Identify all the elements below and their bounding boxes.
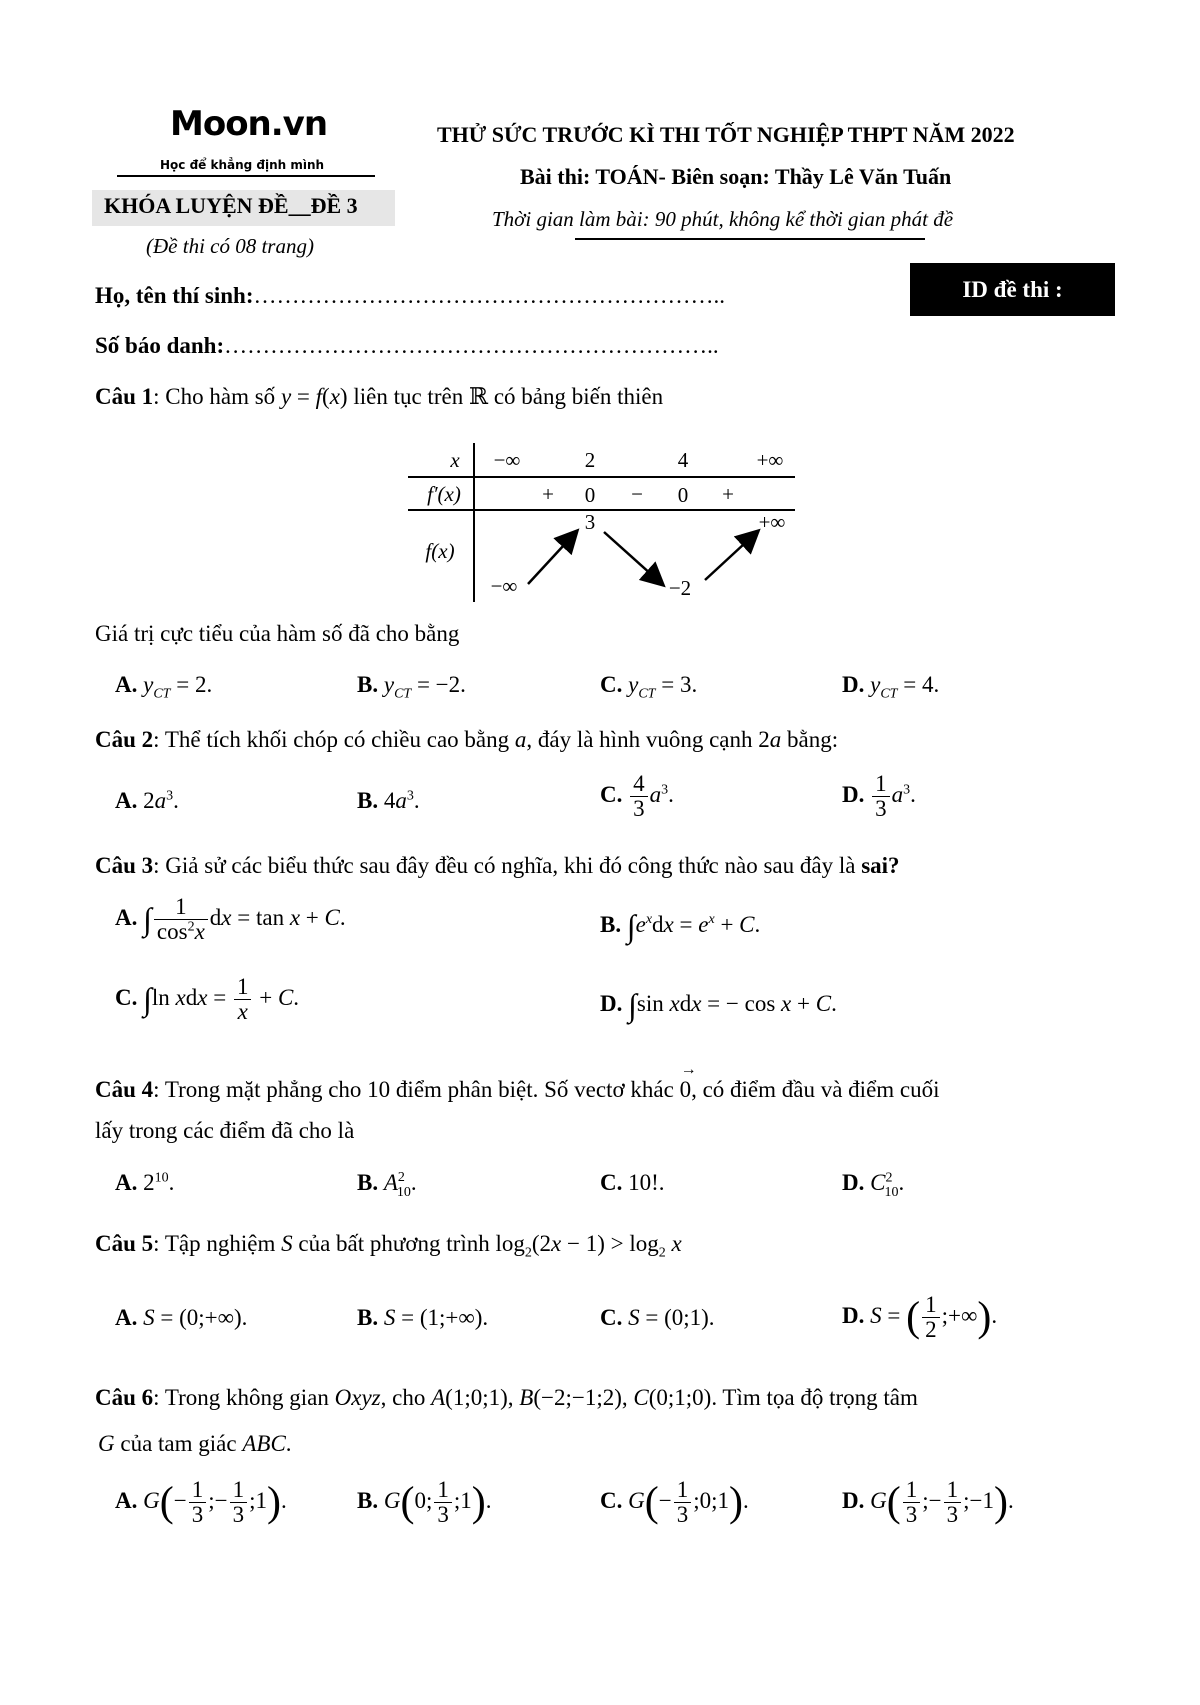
candidate-name-row — [95, 283, 725, 309]
question-1-sub: Giá trị cực tiểu của hàm số đã cho bằng — [95, 621, 460, 646]
table-f-value: −∞ — [490, 574, 518, 598]
option-d[interactable]: D. ∫sin xdx = − cos x + C. — [600, 987, 837, 1023]
table-sign: + — [722, 482, 734, 506]
option-b[interactable]: B. $\int e^xdx = e^x + C$. — [600, 908, 761, 944]
question-4: Câu 4: Trong mặt phẳng cho 10 điểm phân biệt. Số vectơ khác → 0, có điểm đầu và điểm cuối — [95, 1061, 940, 1102]
option-b[interactable]: B. $y_{CT} = -2$. — [357, 672, 466, 702]
option-b[interactable]: B. $4a^3$. — [357, 788, 420, 813]
option-a[interactable]: A. ∫ $\frac{1}{\cos^2x}$ dx = tan x + C. — [115, 894, 346, 945]
option-d[interactable]: D. G( $\frac{1}{3}$ ;− $\frac{1}{3}$ ;−1). — [842, 1477, 1014, 1528]
math-expr: y — [280, 384, 292, 409]
table-sign: − — [631, 482, 643, 506]
option-c[interactable]: C. G(− $\frac{1}{3}$ ;0;1). — [600, 1477, 749, 1528]
increasing-arrow — [705, 532, 757, 580]
table-x-value: 4 — [677, 448, 689, 472]
table-x-value: −∞ — [493, 448, 521, 472]
option-a[interactable]: A. $2^{10}$. — [115, 1170, 175, 1195]
table-sign: + — [542, 482, 554, 506]
option-c[interactable]: C. 10!. — [600, 1170, 665, 1195]
pages-note: (Đề thi có 08 trang) — [146, 234, 314, 258]
candidate-name-dots: …………………………………………………….. — [253, 283, 725, 308]
variation-table — [400, 440, 800, 605]
question-1: Câu 1: Cho hàm số y = f(x) liên tục trên ℝ có bảng biến thiên — [95, 384, 664, 409]
table-x-value: +∞ — [756, 448, 784, 472]
question-4-line2: lấy trong các điểm đã cho là — [95, 1118, 355, 1143]
question-5: Câu 5: Tập nghiệm S của bất phương trình $\log_2(2x - 1) > \log_2 x$ — [95, 1231, 682, 1261]
exam-title: THỬ SỨC TRƯỚC KÌ THI TỐT NGHIỆP THPT NĂM 2022 — [437, 122, 1015, 147]
table-f-label: f(x) — [425, 539, 455, 563]
option-d[interactable]: D. S = ( $\frac{1}{2}$ ;+∞). — [842, 1292, 998, 1343]
reals-symbol: ℝ — [468, 384, 489, 409]
table-f-value: +∞ — [758, 510, 786, 534]
question-2: Câu 2: Thể tích khối chóp có chiều cao bằng a, đáy là hình vuông cạnh 2a bằng: — [95, 727, 839, 752]
option-b[interactable]: B. S = (1;+∞). — [357, 1305, 489, 1330]
option-d[interactable]: D. $y_{CT} = 4$. — [842, 672, 940, 702]
question-6: Câu 6: Trong không gian Oxyz, cho A(1;0;1), B(−2;−1;2), C(0;1;0). Tìm tọa độ trọng tâm — [95, 1385, 918, 1410]
option-d[interactable]: D. $\frac{1}{3}$ $a^3$. — [842, 771, 916, 822]
option-b[interactable]: B. $A^2_{10}$. — [357, 1170, 417, 1200]
option-d[interactable]: D. $C^2_{10}$. — [842, 1170, 905, 1200]
question-6-line2: G của tam giác ABC. — [98, 1431, 292, 1456]
table-f-value: −2 — [668, 576, 692, 600]
table-sign: 0 — [677, 483, 689, 507]
table-x-value: 2 — [584, 448, 596, 472]
option-c[interactable]: C. $y_{CT} = 3$. — [600, 672, 698, 702]
candidate-id-dots: ……………………………………………………….. — [224, 333, 719, 358]
table-sign: 0 — [584, 483, 596, 507]
option-c[interactable]: C. S = (0;1). — [600, 1305, 715, 1330]
table-x-label: x — [450, 448, 460, 472]
candidate-name-label: Họ, tên thí sinh: — [95, 283, 254, 308]
option-a[interactable]: A. G(− $\frac{1}{3}$ ;− $\frac{1}{3}$ ;1). — [115, 1477, 287, 1528]
time-underline — [575, 238, 925, 240]
candidate-id-label: Số báo danh: — [95, 333, 225, 358]
option-a[interactable]: A. S = (0;+∞). — [115, 1305, 248, 1330]
time-line: Thời gian làm bài: 90 phút, không kể thời gian phát đề — [492, 207, 954, 231]
subject-line: Bài thi: TOÁN- Biên soạn: Thầy Lê Văn Tuấn — [520, 164, 952, 189]
option-a[interactable]: A. $2a^3$. — [115, 788, 179, 813]
question-text: liên tục trên — [347, 384, 469, 409]
question-3: Câu 3: Giả sử các biểu thức sau đây đều có nghĩa, khi đó công thức nào sau đây là sai? — [95, 853, 900, 878]
slogan: Học để khẳng định mình — [160, 158, 325, 172]
decreasing-arrow — [604, 532, 662, 584]
option-a[interactable]: A. $y_{CT} = 2$. — [115, 672, 213, 702]
question-label: Câu 1 — [95, 384, 154, 409]
increasing-arrow — [528, 532, 576, 584]
option-c[interactable]: C. $\frac{4}{3}$ $a^3$. — [600, 771, 674, 822]
question-text: có bảng biến thiên — [488, 384, 664, 409]
candidate-id-row — [95, 333, 719, 359]
table-f-value: 3 — [584, 510, 596, 534]
slogan-underline — [117, 175, 375, 177]
logo: Moon.vn — [170, 104, 328, 144]
course-title: KHÓA LUYỆN ĐỀ__ĐỀ 3 — [104, 193, 358, 218]
exam-id-label: ID đề thi : — [962, 276, 1063, 302]
exam-id-box — [910, 263, 1115, 316]
table-fprime-label: f′(x) — [427, 482, 461, 506]
option-b[interactable]: B. G(0; $\frac{1}{3}$ ;1). — [357, 1477, 492, 1528]
option-c[interactable]: C. ∫ln xdx = $\frac{1}{x}$ + C. — [115, 974, 300, 1025]
question-text: : Cho hàm số — [153, 384, 281, 409]
